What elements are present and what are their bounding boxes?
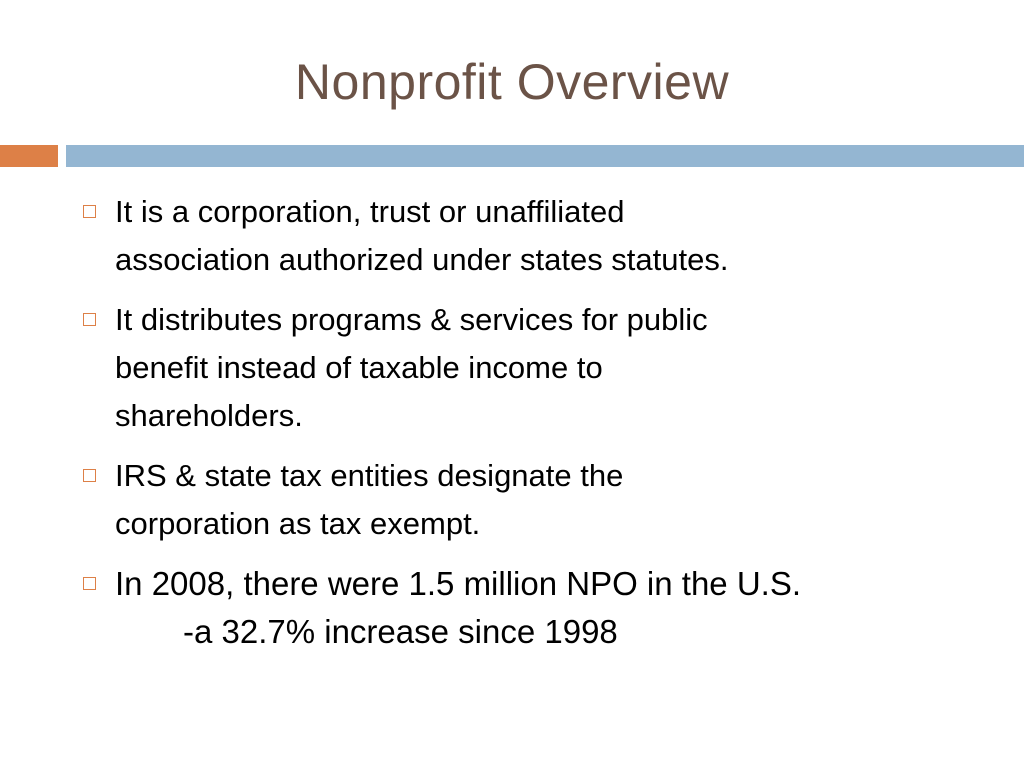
bullet-line: It distributes programs & services for public: [115, 302, 708, 337]
bullet-item: [80, 560, 990, 656]
bullet-line: It is a corporation, trust or unaffiliated: [115, 194, 625, 229]
bullet-line: In 2008, there were 1.5 million NPO in the U.S.: [115, 565, 802, 602]
hollow-square-icon: [83, 205, 96, 218]
bullet-text: [115, 560, 801, 656]
bullet-text: [115, 188, 728, 284]
bullet-item: [80, 296, 990, 440]
bullet-list: [80, 188, 990, 668]
hollow-square-icon: [83, 577, 96, 590]
bullet-line: association authorized under states statutes.: [115, 242, 729, 277]
slide-title: Nonprofit Overview: [294, 54, 730, 110]
bullet-line: shareholders.: [115, 398, 303, 433]
divider-bar: [66, 145, 1024, 167]
hollow-square-icon: [83, 313, 96, 326]
bullet-line: benefit instead of taxable income to: [115, 350, 603, 385]
bullet-text: [115, 296, 708, 440]
bullet-line: IRS & state tax entities designate the: [115, 458, 624, 493]
bullet-text: [115, 452, 623, 548]
hollow-square-icon: [83, 469, 96, 482]
bullet-item: [80, 188, 990, 284]
bullet-subline: -a 32.7% increase since 1998: [183, 613, 618, 650]
bullet-line: corporation as tax exempt.: [115, 506, 481, 541]
accent-bar: [0, 145, 58, 167]
bullet-item: [80, 452, 990, 548]
